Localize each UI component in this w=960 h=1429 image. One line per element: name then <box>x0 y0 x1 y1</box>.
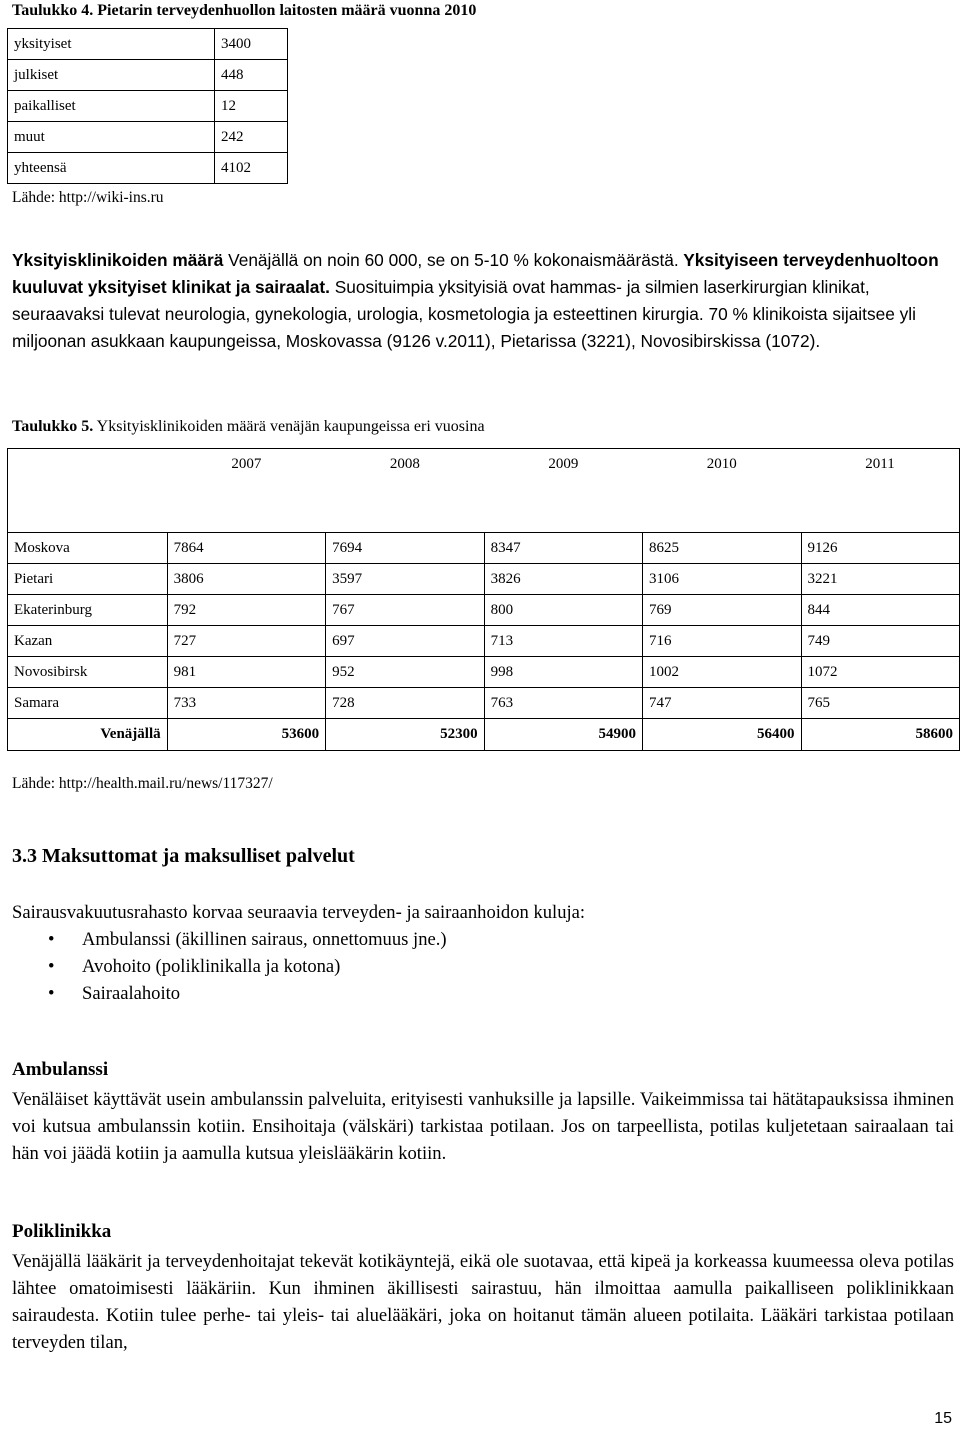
table-row <box>8 595 960 626</box>
table-cell: 769 <box>643 595 801 626</box>
table-cell-total-label: Venäjällä <box>8 719 168 751</box>
table-cell: 9126 <box>801 533 959 564</box>
table-cell: 7694 <box>326 533 484 564</box>
table-cell: 733 <box>167 688 325 719</box>
table-cell: 792 <box>167 595 325 626</box>
table-cell: 3400 <box>215 29 288 60</box>
table-header-cell <box>8 449 168 480</box>
table-cell-city: Ekaterinburg <box>8 595 168 626</box>
table-row <box>8 626 960 657</box>
list-item-text: Ambulanssi (äkillinen sairaus, onnettomuus jne.) <box>82 929 447 950</box>
table-cell: paikalliset <box>8 91 215 122</box>
table-cell: 844 <box>801 595 959 626</box>
table-cell: yksityiset <box>8 29 215 60</box>
para1-text-rest: Suosituimpia yksityisiä ovat hammas- ja silmien laserkirurgian klinikat, seuraavaksi tulevat neurologia, gynekologia, urologia, kosmetologia ja esteettinen kirurgia. 70 % klinikoista sijaitsee yli miljoonan asukkaan kaupungeissa, Moskovassa (9126 v.2011), Pietarissa (3221), Novosibirskissa (1072). <box>12 277 916 351</box>
table-row <box>8 564 960 595</box>
table-header-row <box>8 449 960 480</box>
table-cell: yhteensä <box>8 153 215 184</box>
table-cell: muut <box>8 122 215 153</box>
table-row <box>8 688 960 719</box>
coverage-list <box>12 926 447 1007</box>
table-cell: 749 <box>801 626 959 657</box>
table-cell-total: 58600 <box>801 719 959 751</box>
table5-source: Lähde: http://health.mail.ru/news/117327/ <box>12 775 273 792</box>
para1-bold-mid: Yksityiseen terveydenhuoltoon kuuluvat yksityiset klinikat ja sairaalat. <box>12 250 939 297</box>
table-cell-city: Samara <box>8 688 168 719</box>
table-spacer-row <box>8 479 960 533</box>
table5-caption <box>12 418 485 436</box>
table-cell: 800 <box>484 595 642 626</box>
table-cell: 763 <box>484 688 642 719</box>
table-cell: 3221 <box>801 564 959 595</box>
list-item <box>12 926 447 953</box>
table-cell: 998 <box>484 657 642 688</box>
table-cell: 765 <box>801 688 959 719</box>
table-cell-city: Moskova <box>8 533 168 564</box>
table-header-cell: 2010 <box>643 449 801 480</box>
table-cell: 952 <box>326 657 484 688</box>
table-cell: 242 <box>215 122 288 153</box>
table-cell: 8625 <box>643 533 801 564</box>
bullet-icon: • <box>48 956 55 977</box>
table-row <box>8 657 960 688</box>
poliklinikka-text: Venäjällä lääkärit ja terveydenhoitajat tekevät kotikäyntejä, eikä ole suotavaa, että kipeä ja korkeassa kuumeessa oleva potilas lähtee omatoimisesti lääkäriin. Kun ihminen äkillisesti sairastuu, hän ilmoittaa aamulla paikalliseen poliklinikkaan sairaudesta. Kotiin tulee perhe- tai yleis- tai aluelääkäri, joka on hoitanut tämän alueen potilaita. Lääkäri tarkistaa potilaan terveyden tilan, <box>12 1251 954 1353</box>
table-cell: 1002 <box>643 657 801 688</box>
table-cell: 3806 <box>167 564 325 595</box>
intro-paragraph <box>12 247 954 355</box>
table-cell: julkiset <box>8 60 215 91</box>
table-cell: 12 <box>215 91 288 122</box>
table-cell: 716 <box>643 626 801 657</box>
table-row <box>8 91 288 122</box>
table5-caption-label: Taulukko 5. <box>12 418 94 435</box>
table-cell-total: 56400 <box>643 719 801 751</box>
table-cell-total: 54900 <box>484 719 642 751</box>
table-header-cell: 2009 <box>484 449 642 480</box>
table-header-cell: 2007 <box>167 449 325 480</box>
page-number: 15 <box>934 1410 952 1427</box>
section-heading: 3.3 Maksuttomat ja maksulliset palvelut <box>12 845 355 867</box>
table5-caption-text: Yksityisklinikoiden määrä venäjän kaupungeissa eri vuosina <box>93 418 485 435</box>
bullet-icon: • <box>48 929 55 950</box>
table-row <box>8 153 288 184</box>
table4 <box>7 28 288 184</box>
table-cell-city: Kazan <box>8 626 168 657</box>
section-intro: Sairausvakuutusrahasto korvaa seuraavia terveyden- ja sairaanhoidon kuluja: <box>12 902 586 923</box>
table-cell: 767 <box>326 595 484 626</box>
table4-caption: Taulukko 4. Pietarin terveydenhuollon laitosten määrä vuonna 2010 <box>12 2 477 19</box>
table-header-cell: 2008 <box>326 449 484 480</box>
table-cell: 3826 <box>484 564 642 595</box>
para1-bold-start: Yksityisklinikoiden määrä <box>12 250 224 270</box>
table-cell: 3106 <box>643 564 801 595</box>
list-item <box>12 953 447 980</box>
ambulanssi-text: Venäläiset käyttävät usein ambulanssin palveluita, erityisesti vanhuksille ja lapsille. Vaikeimmissa tai hätätapauksissa ihminen voi kutsua ambulanssin kotiin. Ensihoitaja (välskäri) tarkistaa potilaan. Jos on tarpeellista, potilas kuljetetaan sairaalaan tai hän voi jäädä kotiin ja aamulla kutsua yleislääkärin kotiin. <box>12 1089 954 1164</box>
table5 <box>7 448 960 751</box>
table-row <box>8 29 288 60</box>
table-cell: 4102 <box>215 153 288 184</box>
list-item <box>12 980 447 1007</box>
table-cell: 697 <box>326 626 484 657</box>
table-cell-total: 53600 <box>167 719 325 751</box>
table-cell: 7864 <box>167 533 325 564</box>
table-row <box>8 533 960 564</box>
poliklinikka-heading: Poliklinikka <box>12 1221 112 1242</box>
table-cell-total: 52300 <box>326 719 484 751</box>
list-item-text: Avohoito (poliklinikalla ja kotona) <box>82 956 341 977</box>
table4-source: Lähde: http://wiki-ins.ru <box>12 189 164 206</box>
table-row <box>8 122 288 153</box>
table-cell: 713 <box>484 626 642 657</box>
table-cell: 728 <box>326 688 484 719</box>
list-item-text: Sairaalahoito <box>82 983 181 1004</box>
table-cell: 448 <box>215 60 288 91</box>
para1-text: Venäjällä on noin 60 000, se on 5-10 % kokonaismäärästä. <box>223 250 679 270</box>
table-cell: 3597 <box>326 564 484 595</box>
table-cell: 1072 <box>801 657 959 688</box>
table-cell: 747 <box>643 688 801 719</box>
bullet-icon: • <box>48 983 55 1004</box>
table-cell-city: Pietari <box>8 564 168 595</box>
table-row <box>8 60 288 91</box>
table-total-row <box>8 719 960 751</box>
table-cell: 981 <box>167 657 325 688</box>
ambulanssi-heading: Ambulanssi <box>12 1059 109 1080</box>
table-cell-city: Novosibirsk <box>8 657 168 688</box>
table-header-cell: 2011 <box>801 449 959 480</box>
table-cell: 727 <box>167 626 325 657</box>
table-cell: 8347 <box>484 533 642 564</box>
